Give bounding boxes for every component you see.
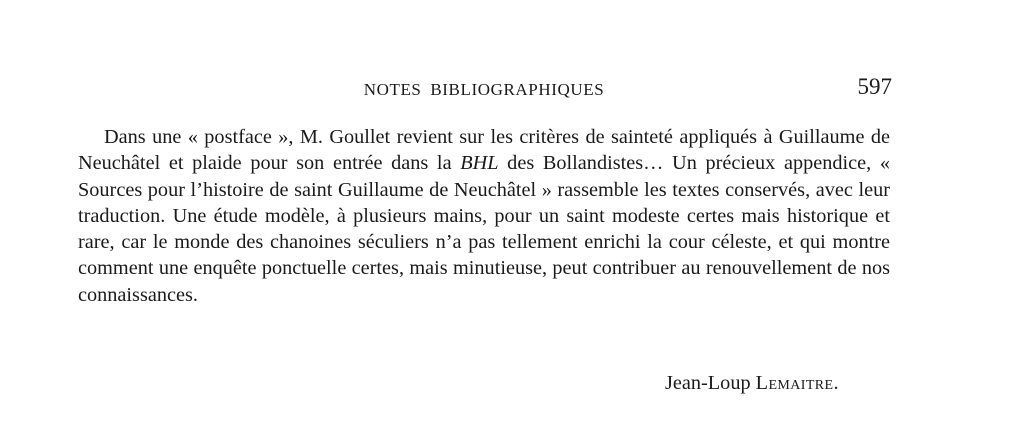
- running-title: NOTES BIBLIOGRAPHIQUES: [363, 80, 605, 99]
- paragraph-italic-bhl: BHL: [460, 152, 499, 175]
- book-page: [78, 70, 892, 394]
- author-signature: [665, 372, 839, 395]
- paragraph-text-part-2: des Bollandistes… Un précieux appendice, « Sources pour l’histoire de saint Guillaume de Neuchâtel » rassemble les textes conservés, avec leur traduction. Une étude modèle, à plusieurs mains, pour un saint modeste certes mais historique et rare, car le monde des chanoines séculiers n’a pas tellement enrichi la cour céleste, et qui montre comment une enquête ponctuelle certes, mais minutieuse, peut contribuer au renouvellement de nos connaissances.: [78, 152, 890, 306]
- running-head: [78, 70, 890, 106]
- paragraph-text-part-1: Dans une « postface », M. Goullet revient sur les critères de sainteté appliqués à Guillaume de Neuchâtel et plaide pour son entrée dans la: [78, 126, 890, 175]
- page-number: 597: [857, 74, 892, 99]
- signature-period: .: [833, 372, 839, 394]
- signature-surname: Lemaitre: [755, 372, 834, 394]
- review-paragraph: [78, 124, 890, 308]
- signature-given-name: Jean-Loup: [665, 372, 756, 394]
